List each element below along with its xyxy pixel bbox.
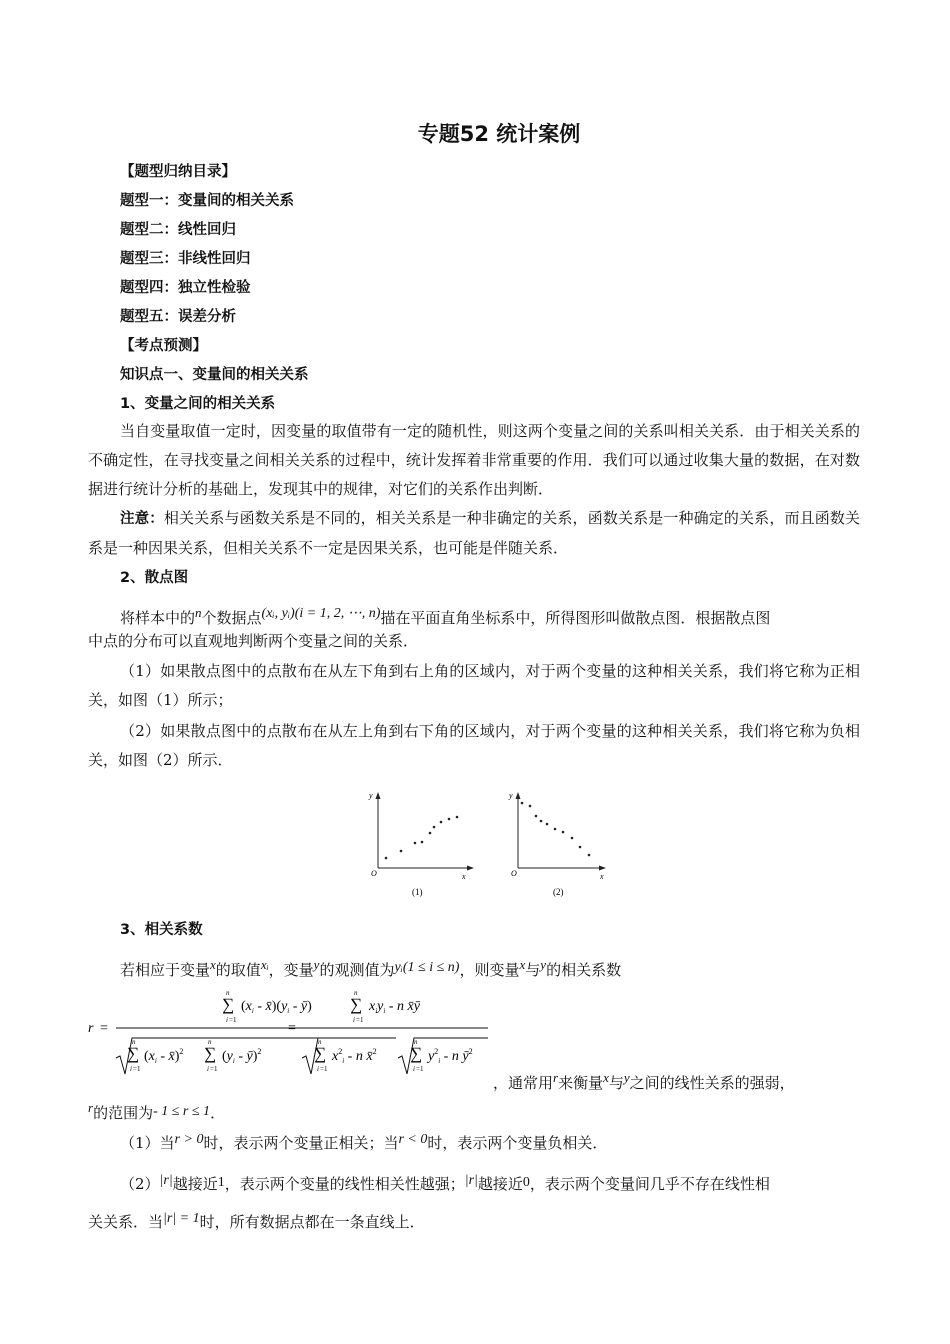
positive-corr-paragraph: （1）如果散点图中的点散布在从左下角到右上角的区域内，对于两个变量的这种相关关系，我们将它称为正相关，如图（1）所示； bbox=[88, 662, 860, 709]
figure-2-caption: (2) bbox=[553, 887, 564, 897]
point bbox=[540, 820, 543, 823]
toc-item-1: 题型一：变量间的相关关系 bbox=[120, 193, 294, 209]
svg-text:∑: ∑ bbox=[204, 1044, 217, 1063]
axis-y-label: y bbox=[509, 791, 513, 800]
point bbox=[421, 841, 424, 844]
svg-text:∑: ∑ bbox=[314, 1044, 327, 1063]
section2-line1: 将样本中的n个数据点(xᵢ, yᵢ)(i = 1, 2, ⋯, n)描在平面直角坐标系中，所得图形叫做散点图．根据散点图 bbox=[120, 605, 771, 627]
var-n: n bbox=[195, 605, 202, 620]
svg-text:n: n bbox=[414, 1038, 418, 1046]
svg-text:y2i - n ȳ2: $y^2_i$ - n $ȳ^2$ bbox=[428, 1047, 473, 1065]
svg-text:=1: =1 bbox=[229, 1016, 237, 1024]
point bbox=[535, 815, 538, 818]
negative-corr-paragraph: （2）如果散点图中的点散布在从左上角到右下角的区域内，对于两个变量的这种相关关系，我们将它称为负相关，如图（2）所示． bbox=[88, 722, 860, 769]
svg-text:=: = bbox=[288, 1021, 296, 1036]
scatter-plot-positive bbox=[360, 788, 480, 900]
svg-text:(xi - x̄)(yi - ȳ): ($x_i$ - $x̄)(y_i$ - ȳ) bbox=[241, 999, 312, 1015]
sign-meaning-line: （1）当r > 0时，表示两个变量正相关；当r < 0时，表示两个变量负相关． bbox=[120, 1132, 608, 1152]
section2-heading: 2、散点图 bbox=[120, 570, 189, 586]
svg-text:n: n bbox=[132, 1038, 136, 1046]
svg-text:=: = bbox=[100, 1021, 108, 1036]
point bbox=[554, 828, 557, 831]
figure-1-caption: (1) bbox=[412, 887, 423, 897]
point bbox=[521, 802, 524, 805]
svg-text:n: n bbox=[354, 989, 358, 997]
point bbox=[440, 821, 443, 824]
predict-heading: 【考点预测】 bbox=[120, 338, 207, 354]
axis-y-label: y bbox=[369, 791, 373, 800]
svg-text:i: i bbox=[130, 1065, 132, 1073]
data-points-expr: (xᵢ, yᵢ)(i = 1, 2, ⋯, n) bbox=[261, 606, 381, 621]
point bbox=[571, 837, 574, 840]
strength-line1: （2）|r|越接近1，表示两个变量的线性相关性越强；|r|越接近0，表示两个变量间几乎不存在线性相 bbox=[120, 1173, 770, 1193]
point bbox=[414, 842, 417, 845]
svg-text:=1: =1 bbox=[320, 1065, 328, 1073]
svg-text:r: r bbox=[88, 1021, 94, 1036]
origin-label: O bbox=[371, 869, 377, 878]
svg-text:n: n bbox=[318, 1038, 322, 1046]
svg-text:i: i bbox=[413, 1065, 415, 1073]
svg-text:i: i bbox=[353, 1016, 355, 1024]
point bbox=[433, 826, 436, 829]
svg-text:=1: =1 bbox=[133, 1065, 141, 1073]
svg-text:∑: ∑ bbox=[410, 1044, 423, 1063]
scatter-plot-negative bbox=[500, 788, 620, 900]
svg-text:i: i bbox=[226, 1016, 228, 1024]
svg-text:=1: =1 bbox=[416, 1065, 424, 1073]
note-label: 注意： bbox=[120, 511, 164, 527]
correlation-formula bbox=[86, 982, 496, 1086]
range-expr: - 1 ≤ r ≤ 1 bbox=[153, 1104, 211, 1119]
origin-label: O bbox=[511, 869, 517, 878]
svg-text:n: n bbox=[208, 1038, 212, 1046]
point bbox=[546, 823, 549, 826]
point bbox=[429, 832, 432, 835]
section1-paragraph: 当自变量取值一定时，因变量的取值带有一定的随机性，则这两个变量之间的关系叫相关关系．由于相关关系的不确定性，在寻找变量之间相关关系的过程中，统计发挥着非常重要的作用．我们可以通过收集大量的数据，在对数据进行统计分析的基础上，发现其中的规律，对它们的关系作出判断． bbox=[88, 422, 860, 498]
svg-text:xiyi - n x̄ȳ: $x_iy_i$ - n x̄ȳ bbox=[369, 999, 420, 1015]
svg-text:=1: =1 bbox=[356, 1016, 364, 1024]
page-title: 专题52 统计案例 bbox=[417, 122, 581, 146]
point bbox=[456, 816, 459, 819]
section3-line1: 若相应于变量x的取值xᵢ，变量y的观测值为yᵢ(1 ≤ i ≤ n)，则变量x与y的相关系数 bbox=[120, 957, 622, 979]
point bbox=[385, 857, 388, 860]
knowledge-heading: 知识点一、变量间的相关关系 bbox=[120, 367, 309, 383]
axis-x-label: x bbox=[600, 872, 604, 881]
point bbox=[448, 818, 451, 821]
toc-item-3: 题型三：非线性回归 bbox=[120, 251, 251, 267]
point bbox=[579, 846, 582, 849]
toc-heading: 【题型归纳目录】 bbox=[120, 164, 236, 180]
svg-text:∑: ∑ bbox=[127, 1044, 140, 1063]
toc-item-5: 题型五：误差分析 bbox=[120, 309, 236, 325]
point bbox=[588, 854, 591, 857]
svg-text:i: i bbox=[207, 1065, 209, 1073]
svg-text:(yi - ȳ)2: ($y_i$ - ȳ)$^2$ bbox=[222, 1047, 262, 1065]
range-line: r的范围为- 1 ≤ r ≤ 1． bbox=[88, 1100, 226, 1122]
svg-text:i: i bbox=[317, 1065, 319, 1073]
toc-item-2: 题型二：线性回归 bbox=[120, 222, 236, 238]
svg-text:∑: ∑ bbox=[350, 995, 363, 1014]
svg-text:∑: ∑ bbox=[222, 995, 235, 1014]
svg-text:x2i - n x̄2: $x^2_i$ - n x̄$^2$ bbox=[332, 1047, 377, 1065]
section1-heading: 1、变量之间的相关关系 bbox=[120, 396, 276, 412]
svg-text:(xi - x̄)2: ($x_i$ - x̄)$^2$ bbox=[144, 1047, 184, 1065]
axis-x-label: x bbox=[462, 872, 466, 881]
formula-trailing-text: ，通常用r来衡量x与y之间的线性关系的强弱， bbox=[493, 1070, 795, 1092]
point bbox=[400, 850, 403, 853]
toc-item-4: 题型四：独立性检验 bbox=[120, 280, 251, 296]
note-text: 相关关系与函数关系是不同的，相关关系是一种非确定的关系，函数关系是一种确定的关系，而且函数关系是一种因果关系，但相关关系不一定是因果关系，也可能是伴随关系． bbox=[88, 509, 860, 557]
point bbox=[562, 831, 565, 834]
section1-note bbox=[88, 504, 860, 563]
strength-line2: 关关系．当|r| = 1时，所有数据点都在一条直线上． bbox=[88, 1211, 425, 1231]
svg-text:=1: =1 bbox=[210, 1065, 218, 1073]
point bbox=[529, 805, 532, 808]
svg-text:n: n bbox=[226, 989, 230, 997]
section3-heading: 3、相关系数 bbox=[120, 922, 203, 938]
section2-line2: 中点的分布可以直观地判断两个变量之间的关系． bbox=[88, 632, 419, 650]
